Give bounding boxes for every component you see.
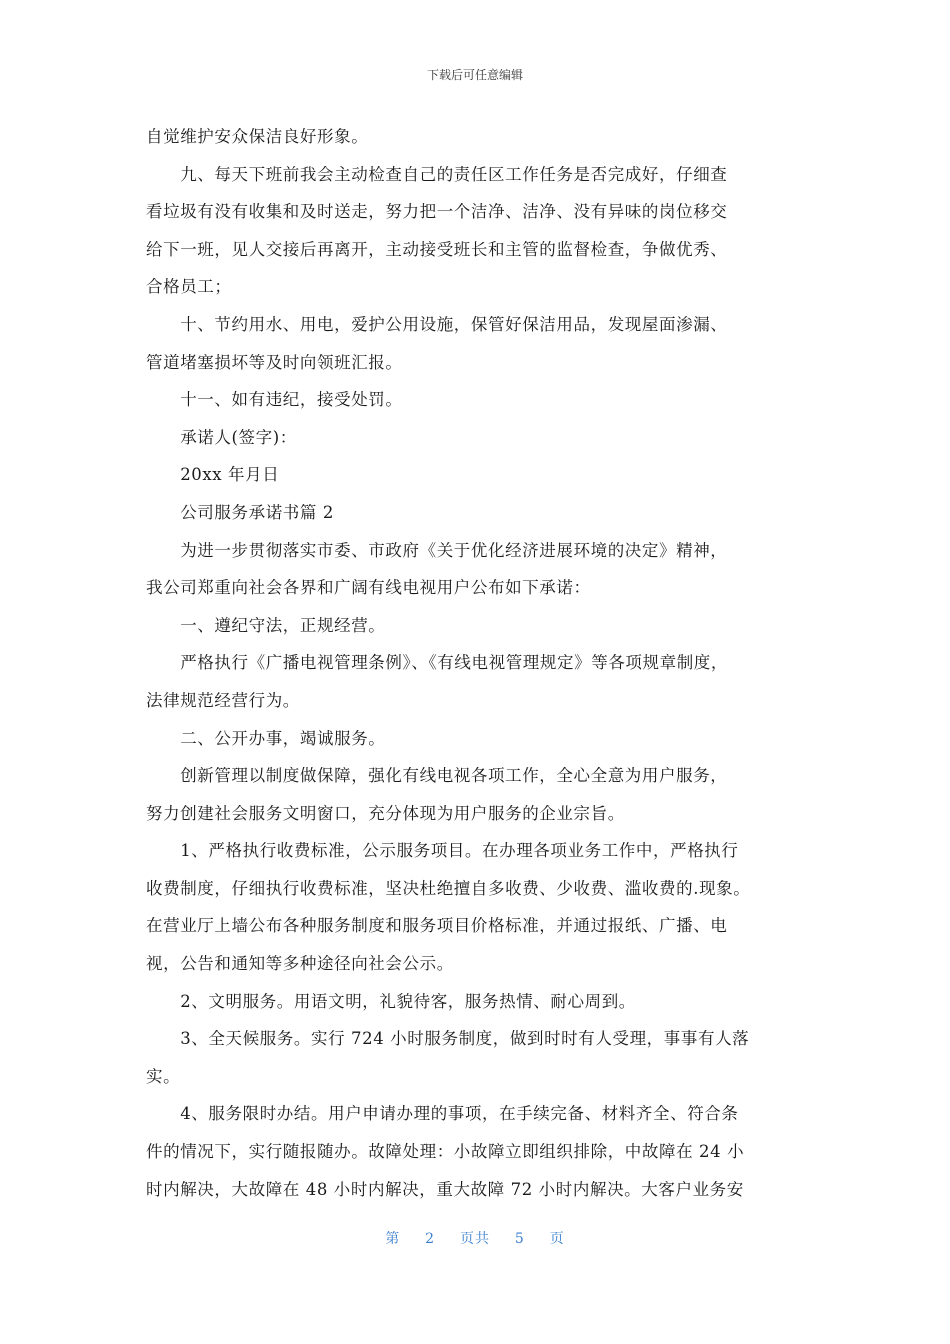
- text-line: 承诺人(签字)：: [146, 427, 297, 447]
- text-line: 创新管理以制度做保障，强化有线电视各项工作，全心全意为用户服务，: [146, 766, 728, 786]
- text-line: 件的情况下，实行随报随办。故障处理：小故障立即组织排除，中故障在 24 小: [146, 1142, 745, 1162]
- text-line: 自觉维护安众保洁良好形象。: [146, 127, 369, 146]
- text-line: 时内解决，大故障在 48 小时内解决，重大故障 72 小时内解决。大客户业务安: [146, 1179, 744, 1199]
- text-line: 二、公开办事，竭诚服务。: [146, 728, 386, 748]
- text-line: 严格执行《广播电视管理条例》、《有线电视管理规定》等各项规章制度，: [146, 653, 728, 673]
- text-line: 九、每天下班前我会主动检查自己的责任区工作任务是否完成好，仔细查: [146, 164, 728, 184]
- text-line: 实。: [146, 1066, 181, 1086]
- footer-middle: 页共: [460, 1231, 490, 1247]
- text-line: 在营业厅上墙公布各种服务制度和服务项目价格标准，并通过报纸、广播、电: [146, 916, 728, 936]
- text-line: 2、文明服务。用语文明，礼貌待客，服务热情、耐心周到。: [146, 991, 636, 1011]
- text-line: 看垃圾有没有收集和及时送走，努力把一个洁净、洁净、没有异味的岗位移交: [146, 202, 728, 222]
- section-title: 公司服务承诺书篇 2: [146, 502, 334, 522]
- text-line: 1、严格执行收费标准，公示服务项目。在办理各项业务工作中，严格执行: [146, 841, 739, 861]
- page-header: 下载后可任意编辑: [426, 68, 523, 82]
- text-line: 十一、如有违纪，接受处罚。: [146, 390, 403, 410]
- footer-prefix: 第: [385, 1231, 401, 1247]
- footer-suffix: 页: [549, 1231, 565, 1247]
- document-body: [146, 118, 816, 1208]
- text-line: 我公司郑重向社会各界和广阔有线电视用户公布如下承诺：: [146, 578, 591, 598]
- text-line: 法律规范经营行为。: [146, 690, 300, 710]
- text-line: 20xx 年月日: [146, 465, 280, 485]
- text-line: 视，公告和通知等多种途径向社会公示。: [146, 954, 454, 974]
- text-line: 管道堵塞损坏等及时向领班汇报。: [146, 352, 403, 372]
- text-line: 3、全天候服务。实行 724 小时服务制度，做到时时有人受理，事事有人落: [146, 1029, 750, 1049]
- text-line: 收费制度，仔细执行收费标准，坚决杜绝擅自多收费、少收费、滥收费的.现象。: [146, 878, 751, 898]
- text-line: 十、节约用水、用电，爱护公用设施，保管好保洁用品，发现屋面渗漏、: [146, 314, 728, 334]
- text-line: 一、遵纪守法，正规经营。: [146, 615, 386, 635]
- total-page-number: 5: [514, 1231, 525, 1247]
- text-line: 努力创建社会服务文明窗口，充分体现为用户服务的企业宗旨。: [146, 803, 625, 823]
- text-line: 合格员工；: [146, 277, 232, 297]
- text-line: 为进一步贯彻落实市委、市政府《关于优化经济进展环境的决定》精神，: [146, 540, 728, 560]
- text-line: 4、服务限时办结。用户申请办理的事项，在手续完备、材料齐全、符合条: [146, 1104, 739, 1124]
- text-line: 给下一班，见人交接后再离开，主动接受班长和主管的监督检查，争做优秀、: [146, 239, 728, 259]
- page-number-footer: [0, 1228, 950, 1248]
- current-page-number: 2: [425, 1231, 436, 1247]
